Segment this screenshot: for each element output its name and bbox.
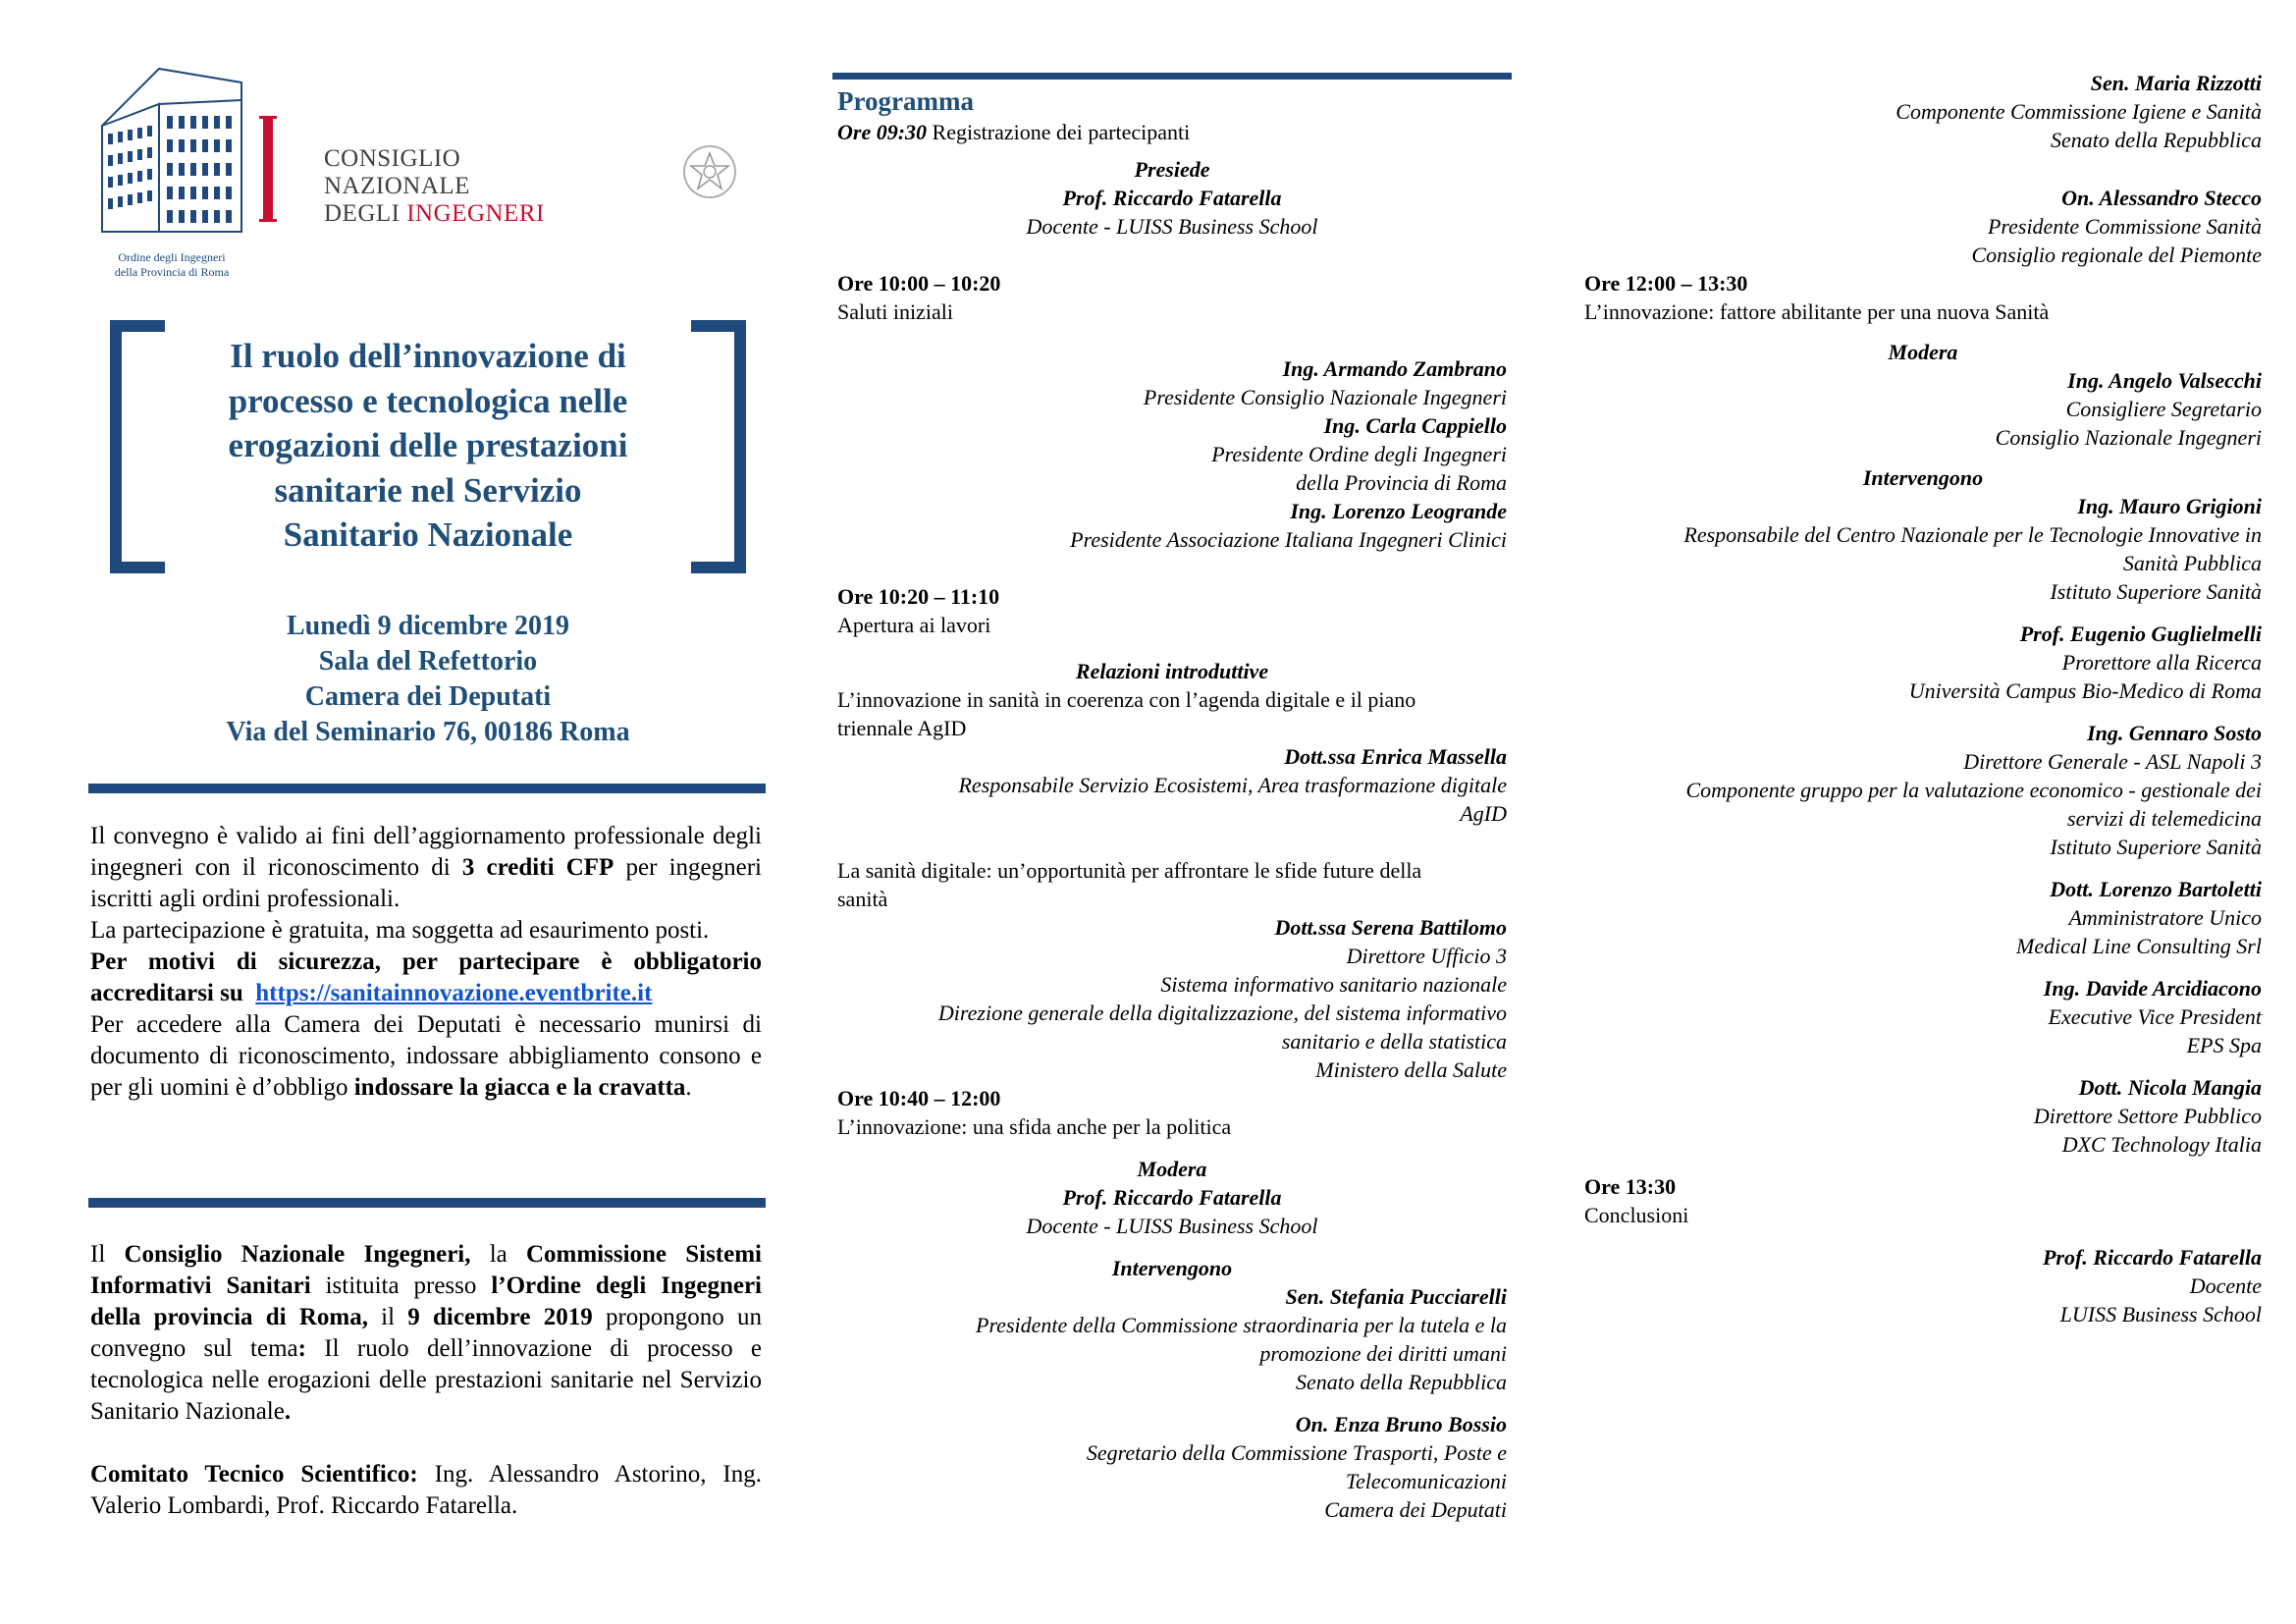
session-time: Ore 10:00 – 10:20 xyxy=(837,271,1001,296)
speaker-name: Ing. Angelo Valsecchi xyxy=(2067,368,2262,393)
speaker-role: Sistema informativo sanitario nazionale xyxy=(1160,972,1507,997)
session-time: Ore 10:40 – 12:00 xyxy=(837,1086,1001,1110)
left-bracket xyxy=(110,320,165,573)
speaker-role: Medical Line Consulting Srl xyxy=(2016,934,2262,958)
registration-row xyxy=(837,118,1507,146)
speaker-role: Università Campus Bio-Medico di Roma xyxy=(1908,678,2262,703)
program-column xyxy=(837,84,1507,1524)
speaker-role: Presidente Ordine degli Ingegneri xyxy=(1211,442,1507,466)
info-security-bold: Per motivi di sicurezza, per partecipare è obbligatorio accreditarsi su xyxy=(90,948,762,1006)
event-date: Lunedì 9 dicembre 2019 xyxy=(286,611,570,641)
speaker-name: Ing. Lorenzo Leogrande xyxy=(1290,499,1507,523)
cni-logo-line1: CONSIGLIO NAZIONALE xyxy=(324,145,470,199)
speaker-role: Docente xyxy=(2189,1273,2262,1298)
info-credits-bold: 3 crediti CFP xyxy=(461,854,614,881)
speaker-role: Amministratore Unico xyxy=(2068,905,2262,930)
presiede-role: Docente - LUISS Business School xyxy=(1026,214,1318,239)
presiede-name: Prof. Riccardo Fatarella xyxy=(1062,186,1282,210)
session-title: Conclusioni xyxy=(1584,1203,1689,1227)
speaker-name: Ing. Davide Arcidiacono xyxy=(2043,976,2262,1001)
speaker-name: Ing. Carla Cappiello xyxy=(1323,413,1507,438)
info-security xyxy=(90,947,762,1009)
speaker-role: Camera dei Deputati xyxy=(1324,1497,1507,1522)
event-title-box xyxy=(110,320,746,573)
speaker-role: Componente gruppo per la valutazione economico - gestionale dei xyxy=(1685,778,2262,802)
speaker-name: Sen. Stefania Pucciarelli xyxy=(1285,1284,1507,1309)
speaker-role: AgID xyxy=(1460,801,1507,826)
intro-bold: : xyxy=(297,1335,306,1362)
talk-title: triennale AgID xyxy=(837,716,967,740)
speaker-role: Componente Commissione Igiene e Sanità xyxy=(1896,99,2262,124)
session-time: Ore 10:20 – 11:10 xyxy=(837,584,1000,609)
session-title: Saluti iniziali xyxy=(837,299,953,324)
intro-bold: Consiglio Nazionale Ingegneri, xyxy=(124,1241,471,1268)
speaker-role: della Provincia di Roma xyxy=(1296,470,1507,495)
speaker-name: On. Alessandro Stecco xyxy=(2061,186,2262,210)
info-text: per ingegneri iscritti agli ordini professionali. xyxy=(90,854,762,912)
title-line: processo e tecnologica nelle xyxy=(228,381,628,420)
session-title: L’innovazione: fattore abilitante per una nuova Sanità xyxy=(1584,299,2050,324)
speaker-role: Senato della Repubblica xyxy=(1295,1370,1507,1394)
intro-text: istituita presso xyxy=(310,1272,492,1299)
title-line: erogazioni delle prestazioni xyxy=(228,426,628,464)
speaker-name: Dott.ssa Serena Battilomo xyxy=(1274,915,1507,940)
program-column-right xyxy=(1584,69,2262,1328)
speaker-name: Dott. Nicola Mangia xyxy=(2078,1075,2262,1100)
intro-text: il xyxy=(367,1304,408,1330)
title-line: Sanitario Nazionale xyxy=(283,515,573,554)
speaker-role: Direttore Generale - ASL Napoli 3 xyxy=(1963,749,2262,774)
speaker-role: Istituto Superiore Sanità xyxy=(2050,835,2262,859)
event-room: Sala del Refettorio xyxy=(318,646,538,677)
republic-emblem-icon xyxy=(681,143,738,200)
building-icon xyxy=(98,65,245,240)
committee xyxy=(90,1459,762,1522)
committee-label: Comitato Tecnico Scientifico: xyxy=(90,1461,418,1488)
event-address: Via del Seminario 76, 00186 Roma xyxy=(226,717,630,747)
speaker-role: sanitario e della statistica xyxy=(1281,1029,1507,1054)
relazioni-label: Relazioni introduttive xyxy=(1075,659,1269,683)
registration-text: Registrazione dei partecipanti xyxy=(927,120,1191,144)
talk-title: sanità xyxy=(837,887,888,911)
info-credits xyxy=(90,821,762,915)
event-venue: Camera dei Deputati xyxy=(304,681,552,712)
speaker-role: Presidente Commissione Sanità xyxy=(1987,214,2262,239)
cni-logo-bar xyxy=(263,116,273,222)
speaker-name: Ing. Armando Zambrano xyxy=(1282,356,1507,381)
session-time: Ore 12:00 – 13:30 xyxy=(1584,271,1748,296)
intro-paragraph xyxy=(90,1239,762,1428)
divider-left-2 xyxy=(88,1198,766,1208)
info-block xyxy=(90,821,762,1104)
speaker-role: Presidente Associazione Italiana Ingegneri Clinici xyxy=(1070,527,1507,552)
program-title: Programma xyxy=(837,86,974,116)
speaker-role: promozione dei diritti umani xyxy=(1259,1341,1507,1366)
intro-text: Il xyxy=(90,1241,125,1268)
cni-logo-bar-bottom xyxy=(259,219,277,222)
speaker-role: Presidente della Commissione straordinaria per la tutela e la xyxy=(976,1313,1507,1337)
talk-title: L’innovazione in sanità in coerenza con l’agenda digitale e il piano xyxy=(837,687,1416,712)
speaker-role: Responsabile Servizio Ecosistemi, Area trasformazione digitale xyxy=(958,773,1507,797)
speaker-role: Ministero della Salute xyxy=(1315,1057,1507,1082)
speaker-name: Prof. Eugenio Guglielmelli xyxy=(2019,622,2262,646)
divider-left xyxy=(88,784,766,793)
intervengono-label: Intervengono xyxy=(1111,1256,1233,1280)
talk-title: La sanità digitale: un’opportunità per affrontare le sfide future della xyxy=(837,858,1422,883)
speaker-role: Consigliere Segretario xyxy=(2065,397,2262,421)
ordine-logo-line2: della Provincia di Roma xyxy=(114,265,230,279)
registration-link[interactable]: https://sanitainnovazione.eventbrite.it xyxy=(255,980,653,1006)
speaker-name: Prof. Riccardo Fatarella xyxy=(2042,1245,2262,1270)
speaker-role: Telecomunicazioni xyxy=(1345,1469,1507,1493)
speaker-name: Dott. Lorenzo Bartoletti xyxy=(2050,877,2262,901)
speaker-role: Consiglio Nazionale Ingegneri xyxy=(1995,425,2262,450)
ordine-logo-line1: Ordine degli Ingegneri xyxy=(118,250,226,264)
info-text: Per accedere alla Camera dei Deputati è necessario munirsi di documento di riconoscimento, indossare abbigliamento consono e per gli uomini è d’obbligo xyxy=(90,1011,762,1101)
intro-text: Il ruolo dell’innovazione di processo e tecnologica nelle erogazioni delle prestazioni sanitarie nel Servizio Sanitario Nazionale xyxy=(90,1335,762,1425)
intervengono-label: Intervengono xyxy=(1862,465,1984,490)
speaker-role: Prorettore alla Ricerca xyxy=(2061,650,2262,675)
title-line: sanitarie nel Servizio xyxy=(274,470,582,510)
modera-name: Prof. Riccardo Fatarella xyxy=(1062,1185,1282,1210)
cni-logo-bar-top xyxy=(259,116,277,119)
speaker-role: DXC Technology Italia xyxy=(2061,1132,2262,1157)
info-free: La partecipazione è gratuita, ma soggetta ad esaurimento posti. xyxy=(90,917,710,944)
speaker-role: LUISS Business School xyxy=(2059,1302,2262,1326)
session-title: Apertura ai lavori xyxy=(837,613,991,637)
speaker-role: servizi di telemedicina xyxy=(2067,806,2262,831)
title-line: Il ruolo dell’innovazione di xyxy=(230,337,626,375)
event-title xyxy=(179,334,677,558)
speaker-role: Consiglio regionale del Piemonte xyxy=(1971,243,2262,267)
speaker-role: Segretario della Commissione Trasporti, Poste e xyxy=(1086,1440,1507,1465)
info-dress-bold: indossare la giacca e la cravatta xyxy=(353,1074,686,1101)
modera-label: Modera xyxy=(1888,340,1958,364)
speaker-role: Istituto Superiore Sanità xyxy=(2050,579,2262,604)
cni-logo-degli: DEGLI xyxy=(324,200,407,227)
speaker-name: Dott.ssa Enrica Massella xyxy=(1284,744,1507,769)
info-access xyxy=(90,1009,762,1104)
cni-logo xyxy=(259,116,613,234)
presiede-label: Presiede xyxy=(1134,157,1210,182)
speaker-name: On. Enza Bruno Bossio xyxy=(1295,1412,1507,1436)
speaker-role: Direttore Settore Pubblico xyxy=(2033,1104,2262,1128)
right-bracket xyxy=(691,320,746,573)
cni-logo-ingegneri: INGEGNERI xyxy=(406,200,545,227)
speaker-name: Sen. Maria Rizzotti xyxy=(2090,71,2262,95)
intro-bold: 9 dicembre 2019 xyxy=(407,1304,593,1330)
speaker-role: Responsabile del Centro Nazionale per le Tecnologie Innovative in xyxy=(1683,522,2262,547)
committee-members: Ing. Alessandro Astorino, Ing. Valerio Lombardi, Prof. Riccardo Fatarella. xyxy=(90,1461,762,1519)
speaker-role: Presidente Consiglio Nazionale Ingegneri xyxy=(1143,385,1507,409)
intro-bold: . xyxy=(284,1398,292,1425)
session-time: Ore 13:30 xyxy=(1584,1174,1677,1199)
intro-block xyxy=(90,1239,762,1522)
speaker-role: Direttore Ufficio 3 xyxy=(1346,944,1507,968)
intro-bold: Commissione Sistemi Informativi Sanitari xyxy=(90,1241,763,1299)
info-text: Il convegno è valido ai fini dell’aggiornamento professionale degli ingegneri con il riconoscimento di xyxy=(90,823,762,881)
speaker-name: Ing. Gennaro Sosto xyxy=(2087,721,2262,745)
intro-text: propongono un convegno sul tema xyxy=(90,1304,763,1362)
registration-time: Ore 09:30 xyxy=(837,120,928,144)
divider-program xyxy=(832,73,1512,80)
session-title: L’innovazione: una sfida anche per la politica xyxy=(837,1114,1232,1139)
modera-role: Docente - LUISS Business School xyxy=(1026,1214,1318,1238)
modera-label: Modera xyxy=(1137,1157,1207,1181)
speaker-name: Ing. Mauro Grigioni xyxy=(2077,494,2262,518)
ordine-ingegneri-roma-logo xyxy=(98,65,245,281)
intro-text: la xyxy=(470,1241,526,1268)
intro-bold: l’Ordine degli Ingegneri della provincia di Roma, xyxy=(90,1272,763,1330)
info-text: . xyxy=(685,1074,692,1101)
speaker-role: Sanità Pubblica xyxy=(2122,551,2262,575)
speaker-role: EPS Spa xyxy=(2186,1033,2262,1057)
speaker-role: Senato della Repubblica xyxy=(2050,128,2262,152)
speaker-role: Direzione generale della digitalizzazione, del sistema informativo xyxy=(937,1001,1507,1025)
event-info xyxy=(110,609,746,750)
speaker-role: Executive Vice President xyxy=(2048,1004,2262,1029)
